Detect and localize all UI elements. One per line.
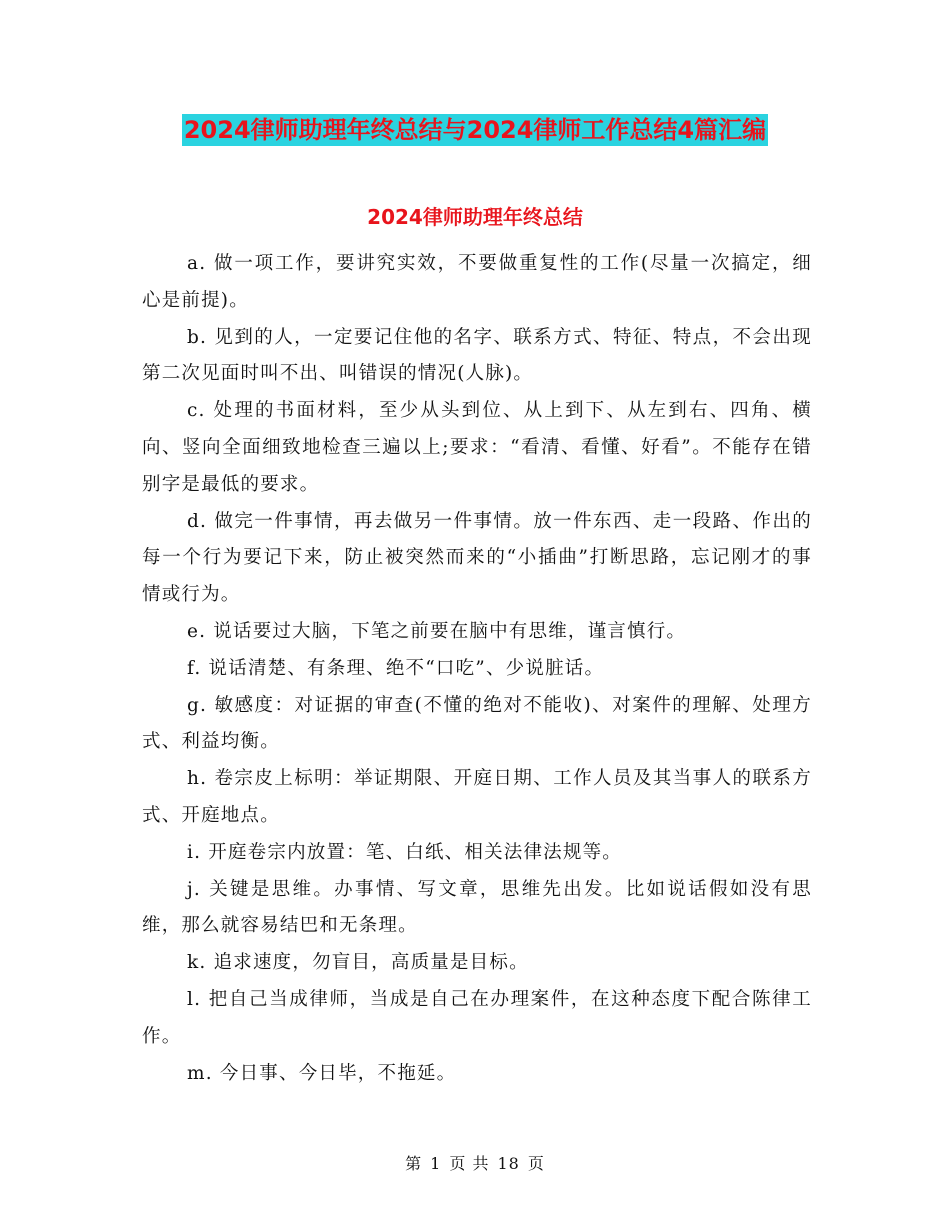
footer-prefix: 第: [405, 1154, 423, 1173]
paragraph-f: f. 说话清楚、有条理、绝不“口吃”、少说脏话。: [187, 657, 605, 679]
paragraph-e: e. 说话要过大脑，下笔之前要在脑中有思维，谨言慎行。: [187, 620, 687, 642]
paragraph-c: c. 处理的书面材料，至少从头到位、从上到下、从左到右、四角、横向、竖向全面细致地检查三遍以上;要求：“看清、看懂、好看”。不能存在错别字是最低的要求。: [142, 400, 812, 495]
document-title: [0, 112, 950, 148]
paragraph-b: b. 见到的人，一定要记住他的名字、联系方式、特征、特点，不会出现第二次见面时叫不出、叫错误的情况(人脉)。: [142, 326, 812, 385]
paragraph-g: g. 敏感度：对证据的审查(不懂的绝对不能收)、对案件的理解、处理方式、利益均衡。: [142, 694, 812, 753]
total-pages: 18: [497, 1154, 520, 1173]
paragraph-h: h. 卷宗皮上标明：举证期限、开庭日期、工作人员及其当事人的联系方式、开庭地点。: [142, 768, 812, 826]
paragraph-l: l. 把自己当成律师，当成是自己在办理案件，在这种态度下配合陈律工作。: [142, 988, 812, 1047]
paragraph-k: k. 追求速度，勿盲目，高质量是目标。: [187, 952, 529, 974]
paragraph-i: i. 开庭卷宗内放置：笔、白纸、相关法律法规等。: [187, 841, 622, 863]
page-footer: [0, 1152, 950, 1176]
paragraph-d: d. 做完一件事情，再去做另一件事情。放一件东西、走一段路、作出的每一个行为要记下来，防止被突然而来的“小插曲”打断思路，忘记刚才的事情或行为。: [142, 510, 812, 606]
paragraph-a: a. 做一项工作，要讲究实效，不要做重复性的工作(尽量一次搞定，细心是前提)。: [142, 253, 812, 311]
section-title: 2024律师助理年终总结: [367, 205, 583, 229]
page-number: 1: [430, 1154, 442, 1173]
document-title-text: 2024律师助理年终总结与2024律师工作总结4篇汇编: [183, 116, 767, 144]
footer-suffix: 页: [527, 1154, 545, 1173]
paragraph-m: m. 今日事、今日毕，不拖延。: [187, 1062, 457, 1084]
paragraph-j: j. 关键是思维。办事情、写文章，思维先出发。比如说话假如没有思维，那么就容易结巴和无条理。: [142, 878, 812, 937]
body-text: [142, 246, 812, 1092]
footer-mid: 页 共: [449, 1154, 490, 1173]
